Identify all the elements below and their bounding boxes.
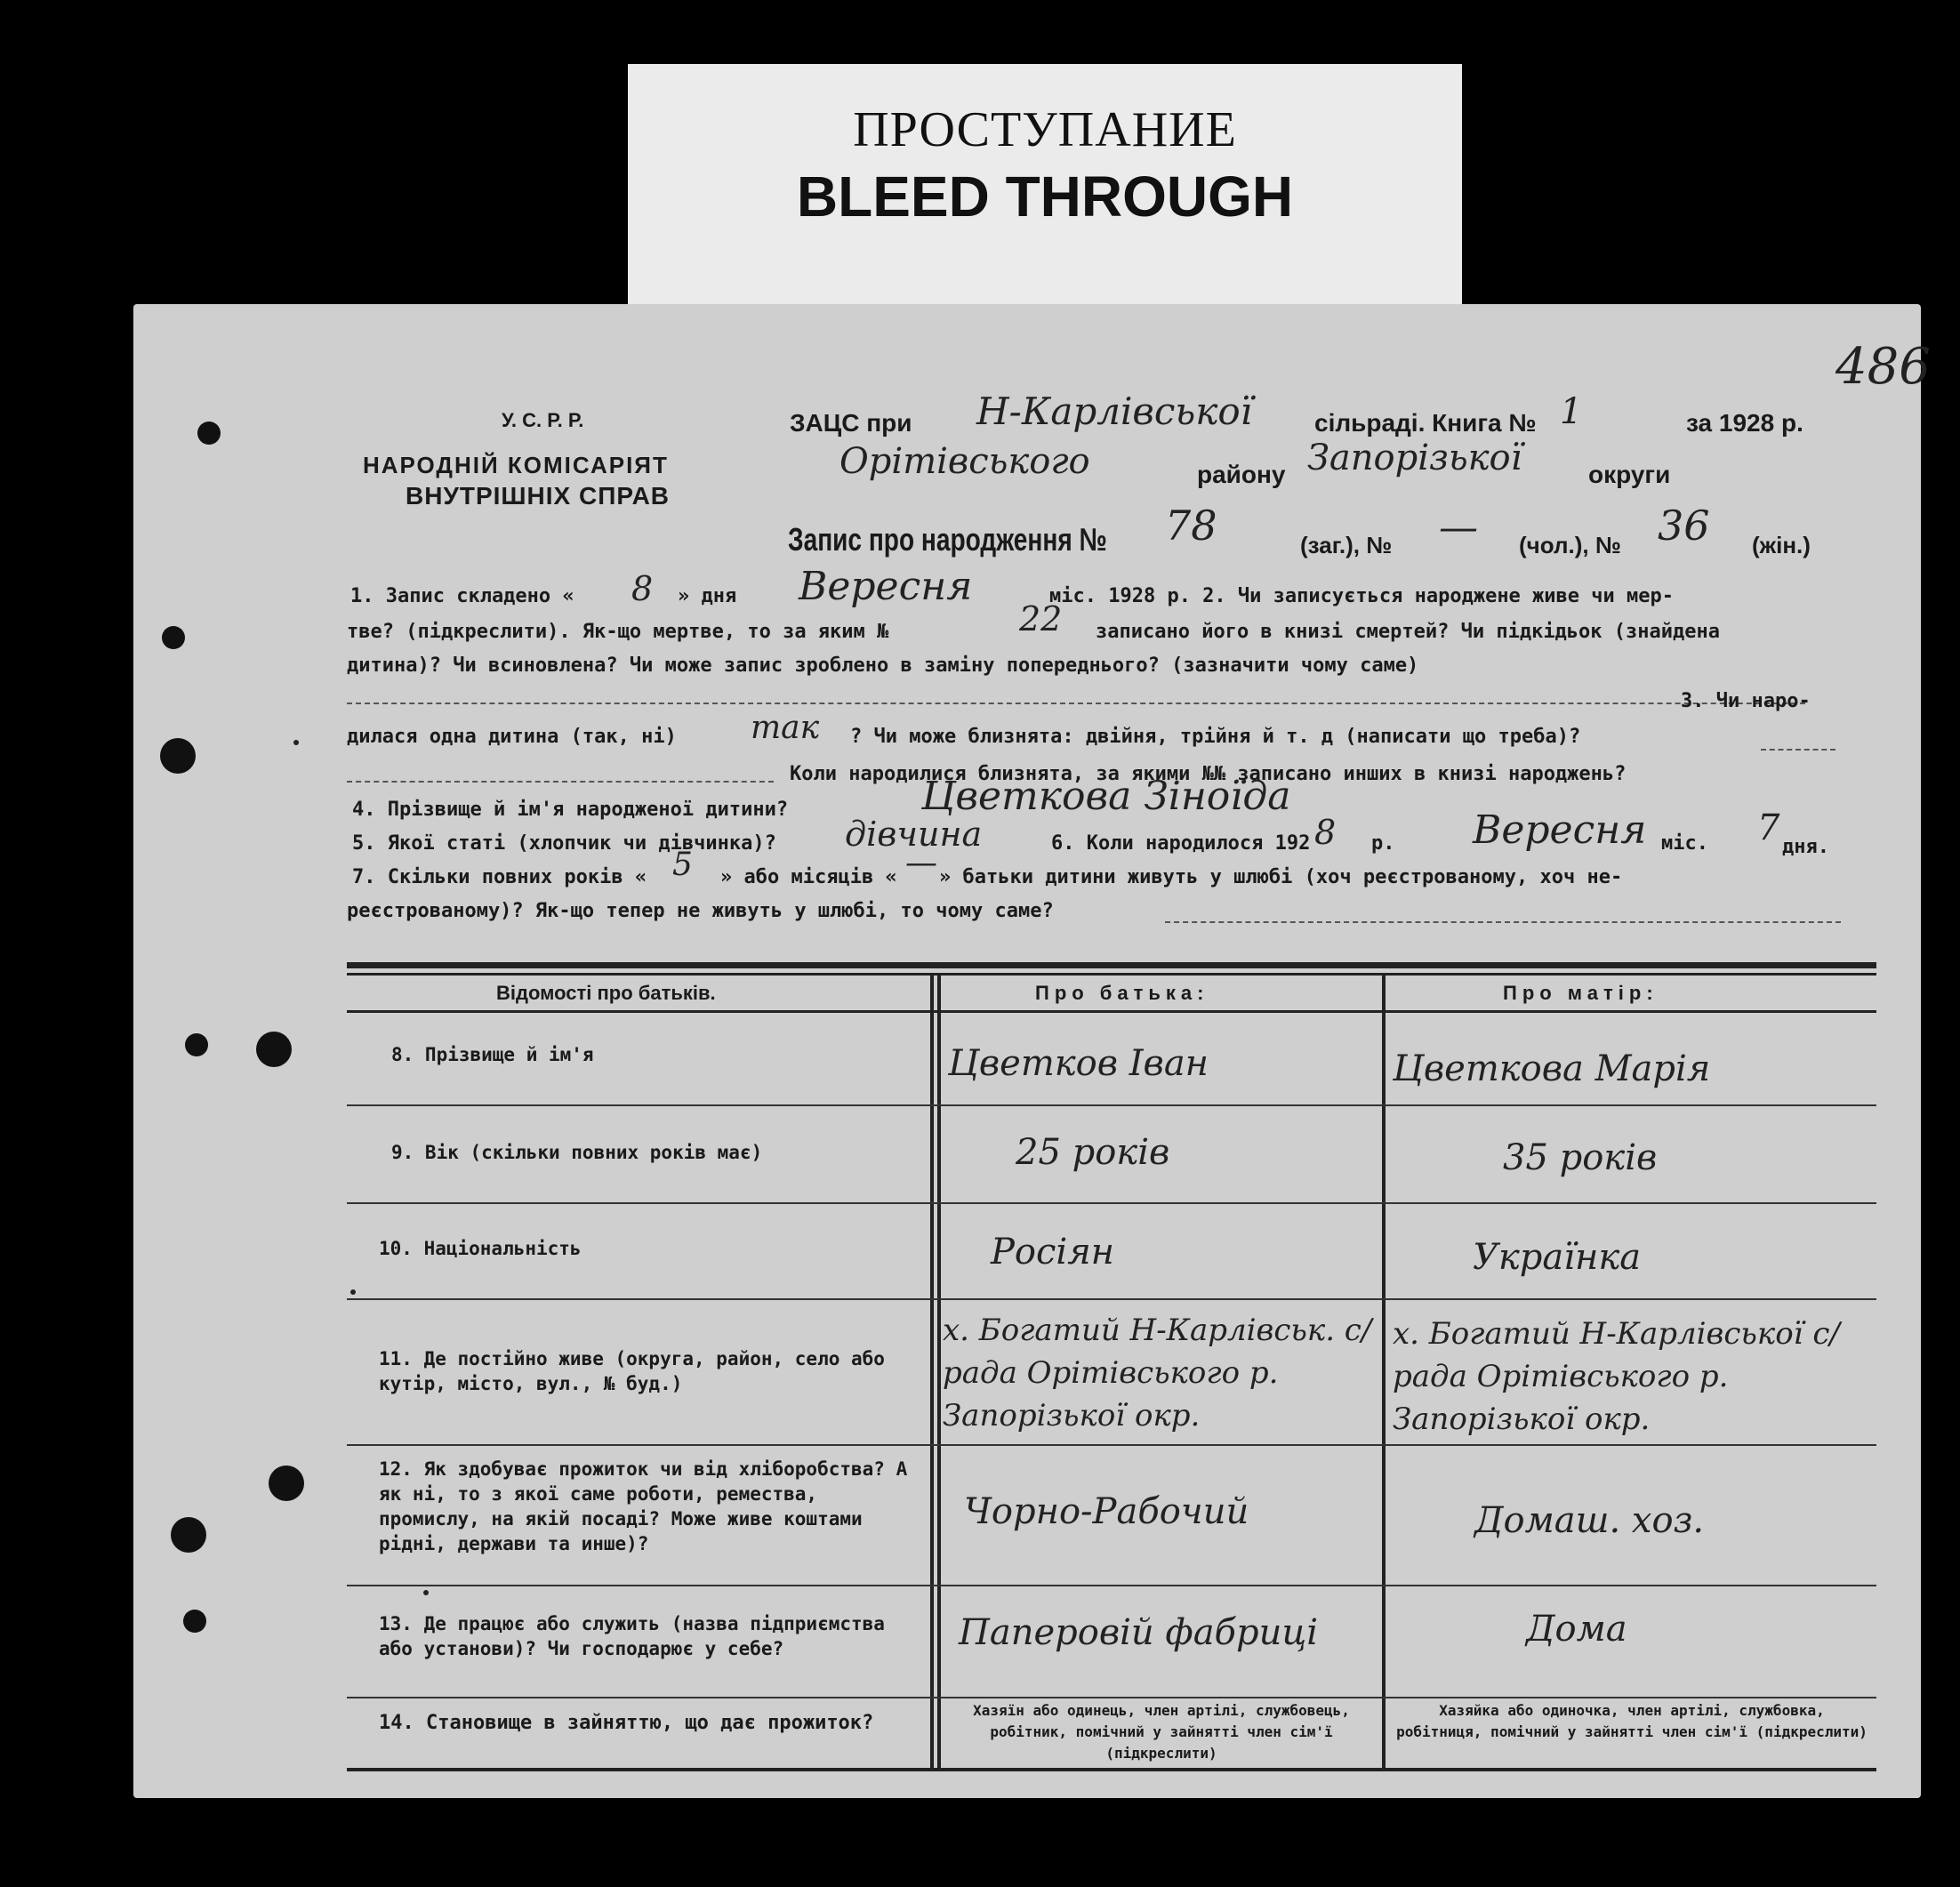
row-label-age: 9. Вік (скільки повних років має): [391, 1142, 763, 1163]
birth-month: Вересня: [1473, 807, 1647, 853]
book-number: 1: [1560, 391, 1583, 432]
punch-hole: [160, 738, 196, 774]
column-divider: [930, 973, 934, 1770]
table-top-rule-2: [347, 973, 1876, 976]
father-age: 25 років: [1016, 1132, 1170, 1173]
one-child-answer: так: [751, 710, 820, 746]
mother-employment-options: Хазяйка або одиночка, член артілі, службовка, робітниця, помічний у зайнятті член сім'ї (підкреслити): [1396, 1702, 1868, 1740]
q1-text-c: міс. 1928 р. 2. Чи записується народжене живе чи мер-: [1049, 585, 1674, 607]
okruga-name: Запорізької: [1307, 438, 1522, 478]
row-label-nationality: 10. Національність: [379, 1238, 582, 1259]
q2-text-c: дитина)? Чи всиновлена? Чи може запис зроблено в заміну попереднього? (зазначити чому саме): [347, 654, 1419, 677]
record-number-female: 36: [1658, 502, 1710, 550]
mother-name: Цветкова Марія: [1393, 1048, 1711, 1089]
q5-text: 5. Якої статі (хлопчик чи дівчинка)?: [352, 832, 776, 855]
punch-hole: [183, 1610, 206, 1633]
q2-text-a: тве? (підкреслити). Як-що мертве, то за яким №: [347, 621, 889, 643]
zag-label: (заг.), №: [1300, 532, 1393, 558]
twins-question: Коли народилися близнята, за якими №№ записано инших в книзі народжень?: [790, 763, 1627, 785]
record-day: 8: [631, 569, 654, 608]
bleed-through-label-card: [628, 64, 1462, 322]
table-top-rule: [347, 962, 1876, 968]
punch-hole: [256, 1032, 292, 1067]
record-number-total: 78: [1165, 502, 1217, 550]
q7-text-b: » або місяців «: [720, 866, 897, 888]
q1-text-a: 1. Запис складено «: [350, 585, 574, 607]
punch-hole: [162, 626, 185, 649]
q6-text-d: дня.: [1782, 836, 1829, 858]
child-sex: дівчина: [845, 815, 983, 854]
q7-text-a: 7. Скільки повних років «: [352, 866, 647, 888]
commissariat-heading-2: ВНУТРІШНІХ СПРАВ: [406, 482, 671, 510]
mother-residence: х. Богатий Н-Карлівської с/рада Орітівського р. Запорізької окр.: [1393, 1316, 1840, 1437]
father-employment-options: Хазяїн або одинець, член артілі, службовець, робітник, помічний у зайнятті член сім'ї (підкреслити): [973, 1702, 1350, 1762]
table-col-header-father: Про батька:: [1035, 982, 1209, 1004]
row-label-workplace: 13. Де працює або служить (назва підприємства або установи)? Чи господарює у себе?: [379, 1613, 885, 1659]
blank-line: [347, 781, 774, 783]
father-nationality: Росіян: [991, 1232, 1115, 1273]
punch-hole: [197, 422, 221, 445]
chol-label: (чол.), №: [1519, 532, 1621, 558]
months-married: —: [905, 845, 937, 881]
q7-text-d: реєстрованому)? Як-що тепер не живуть у шлюбі, то чому саме?: [347, 900, 1054, 922]
label-english: BLEED THROUGH: [796, 165, 1294, 229]
q3-text-b: дилася одна дитина (так, ні): [347, 726, 677, 748]
record-number-male: —: [1439, 505, 1478, 550]
row-rule: [347, 1697, 1876, 1698]
father-name: Цветков Іван: [948, 1043, 1209, 1084]
table-bottom-rule: [347, 1768, 1876, 1771]
father-residence: х. Богатий Н-Карлівськ. с/рада Орітівського р. Запорізької окр.: [943, 1313, 1372, 1433]
mother-workplace: Дома: [1526, 1609, 1627, 1650]
row-rule: [347, 1104, 1876, 1106]
row-rule: [347, 1585, 1876, 1586]
punch-hole: [269, 1465, 304, 1501]
father-livelihood: Чорно-Рабочий: [964, 1491, 1249, 1532]
father-workplace: Паперовій фабриці: [959, 1612, 1319, 1653]
zhin-label: (жін.): [1752, 532, 1811, 558]
q6-text-a: 6. Коли народилося 192: [1051, 832, 1311, 855]
commissariat-heading: НАРОДНІЙ КОМІСАРІЯТ: [363, 452, 669, 478]
punch-hole: [171, 1517, 206, 1553]
death-record-number: 22: [1019, 599, 1063, 638]
raion-label: району: [1197, 461, 1286, 488]
row-label-employment: 14. Становище в зайняттю, що дає прожиток?: [379, 1712, 874, 1734]
blank-line: [347, 703, 1805, 704]
label-russian: ПРОСТУПАНИЕ: [853, 102, 1237, 157]
zags-label: ЗАЦС при: [790, 409, 912, 437]
record-month: Вересня: [799, 564, 973, 609]
village-council: Н-Карлівської: [976, 389, 1253, 433]
book-label: сільраді. Книга №: [1314, 409, 1537, 437]
okrugi-label: округи: [1588, 461, 1671, 488]
row-label-livelihood: 12. Як здобуває прожиток чи від хліборобства? А як ні, то з якої саме роботи, ремества, промислу, на якій посаді? Може живе коштами рідні, держави та инше)?: [379, 1458, 908, 1554]
row-rule: [347, 1444, 1876, 1446]
row-label-residence: 11. Де постійно живе (округа, район, село або кутір, місто, вул., № буд.): [379, 1348, 885, 1394]
child-name: Цветкова Зіноїда: [921, 774, 1291, 819]
mother-age: 35 років: [1503, 1137, 1658, 1178]
q1-text-b: » дня: [678, 585, 737, 607]
speck: [293, 740, 299, 745]
speck: [423, 1590, 429, 1595]
header-row-rule: [347, 1010, 1876, 1013]
years-married: 5: [672, 847, 693, 883]
q3-text-a: 3. Чи наро-: [1681, 690, 1811, 712]
q6-text-c: міс.: [1661, 832, 1708, 855]
mother-nationality: Українка: [1473, 1237, 1642, 1278]
row-rule: [347, 1202, 1876, 1204]
q4-text: 4. Прізвище й ім'я народженої дитини?: [352, 799, 789, 821]
punch-hole: [185, 1033, 208, 1056]
q6-text-b: р.: [1371, 832, 1395, 855]
column-divider: [1382, 973, 1386, 1770]
speck: [350, 1289, 356, 1295]
q2-text-b: записано його в книзі смертей? Чи підкідьок (знайдена: [1096, 621, 1720, 643]
column-divider: [937, 973, 941, 1770]
year-label: за 1928 р.: [1686, 409, 1803, 437]
ussr-heading: У. С. Р. Р.: [502, 409, 584, 431]
row-label-name: 8. Прізвище й ім'я: [391, 1044, 594, 1065]
birth-record-sheet: [133, 304, 1931, 1798]
district-name: Орітівського: [839, 441, 1090, 482]
table-col-header-mother: Про матір:: [1503, 982, 1659, 1004]
row-rule: [347, 1298, 1876, 1300]
birth-year-digit: 8: [1314, 813, 1337, 852]
record-title: Запис про народження №: [788, 521, 1107, 558]
page-number: 486: [1835, 338, 1931, 396]
q3-text-c: ? Чи може близнята: двійня, трійня й т. д (написати що треба)?: [850, 726, 1581, 748]
mother-livelihood: Домаш. хоз.: [1474, 1500, 1705, 1541]
birth-day: 7: [1757, 807, 1780, 848]
q7-text-c: » батьки дитини живуть у шлюбі (хоч реєстрованому, хоч не-: [939, 866, 1623, 888]
blank-line: [1165, 921, 1841, 923]
table-col-header-info: Відомості про батьків.: [496, 982, 716, 1004]
blank-line: [1761, 749, 1835, 751]
